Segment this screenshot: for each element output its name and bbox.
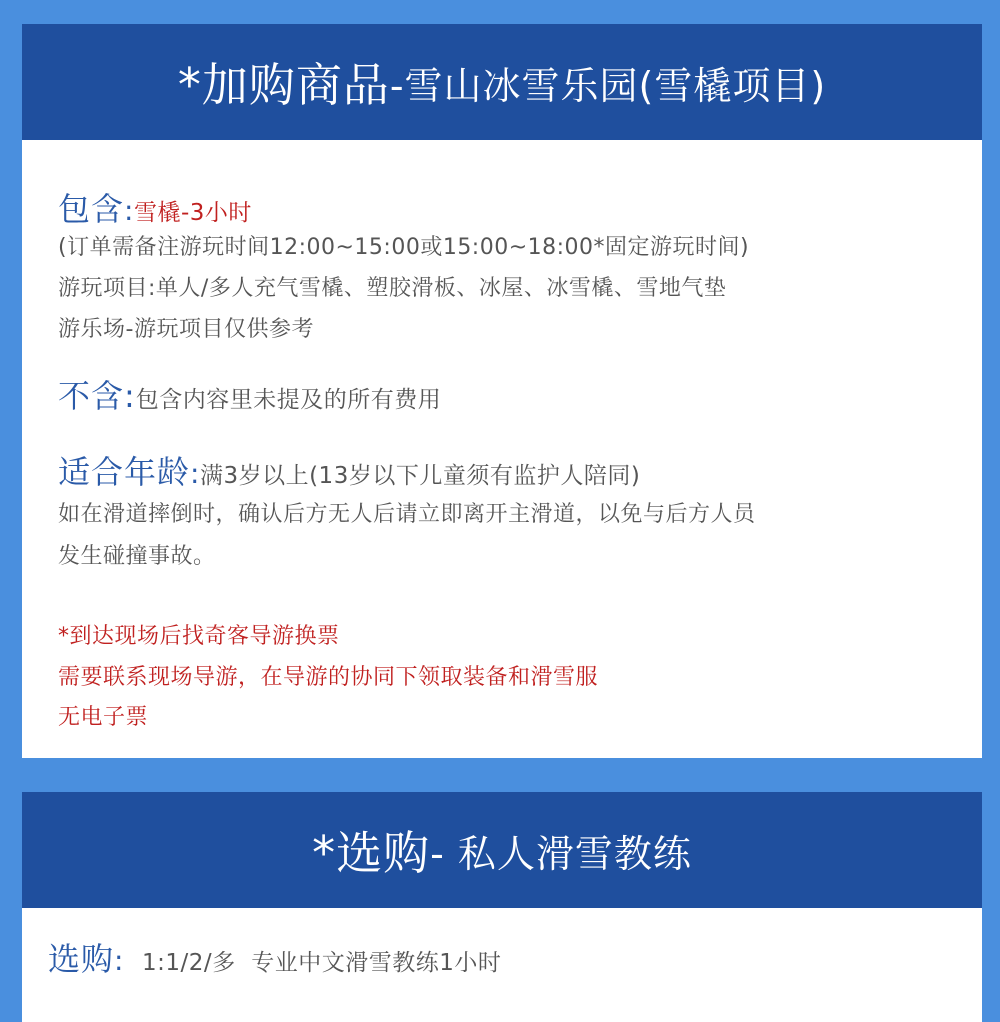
product-card-coach [22,792,982,1022]
card-title-main: *加购商品 [177,58,390,112]
exclude-row [58,371,441,417]
include-row [58,184,252,230]
age-note-line: 如在滑道摔倒时，确认后方无人后请立即离开主滑道，以免与后方人员 [58,502,756,527]
include-note-line: (订单需备注游玩时间12:00~15:00或15:00~18:00*固定游玩时间) [58,235,750,260]
notice-line: 需要联系现场导游，在导游的协同下领取装备和滑雪服 [58,665,599,690]
product-card-addon [22,24,982,758]
option-value: 1:1/2/多 专业中文滑雪教练1小时 [141,950,502,976]
age-note-line: 发生碰撞事故。 [58,544,216,569]
age-label: 适合年龄 [58,453,191,491]
include-note-line: 游乐场-游玩项目仅供参考 [58,317,314,342]
card-title-sub: -雪山冰雪乐园(雪橇项目) [389,63,827,108]
include-value: 雪橇-3小时 [133,200,252,226]
option-colon: : [114,944,124,977]
notice-line: *到达现场后找奇客导游换票 [58,624,340,649]
include-colon: : [124,194,134,227]
include-note-line: 游玩项目:单人/多人充气雪橇、塑胶滑板、冰屋、冰雪橇、雪地气垫 [58,276,727,301]
age-value: 满3岁以上(13岁以下儿童须有监护人陪同) [199,463,641,489]
exclude-colon: : [124,377,136,415]
option-row [48,934,501,980]
card-title-main: *选购 [312,826,431,880]
exclude-value: 包含内容里未提及的所有费用 [135,387,442,413]
card-title-sub: - 私人滑雪教练 [430,831,692,876]
card-header [22,24,982,140]
notice-line: 无电子票 [58,705,149,730]
include-label: 包含 [58,190,125,228]
card-header [22,792,982,908]
option-label: 选购 [48,940,115,978]
exclude-label: 不含 [58,377,125,415]
age-colon: : [190,457,200,490]
age-row [58,447,640,493]
